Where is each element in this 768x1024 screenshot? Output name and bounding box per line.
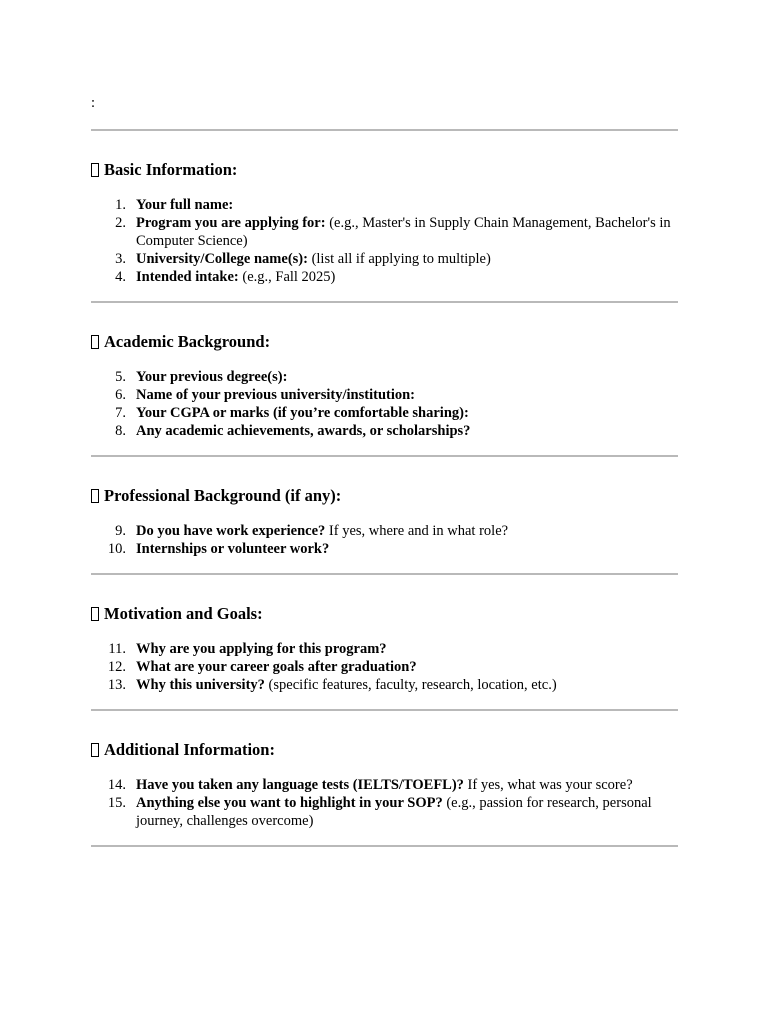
item-number: 13. bbox=[107, 677, 126, 693]
item-number: 3. bbox=[115, 251, 126, 267]
question-list bbox=[91, 368, 678, 440]
section-heading bbox=[91, 738, 678, 762]
question-list bbox=[91, 640, 678, 694]
horizontal-rule bbox=[91, 455, 678, 457]
item-label: What are your career goals after graduation? bbox=[136, 659, 417, 675]
item-number: 7. bbox=[115, 405, 126, 421]
section-professional-background bbox=[91, 484, 678, 575]
question-list bbox=[91, 196, 678, 286]
item-number: 14. bbox=[107, 777, 126, 793]
item-label: Your full name: bbox=[136, 197, 234, 213]
missing-glyph-icon bbox=[91, 335, 99, 349]
section-basic-information bbox=[91, 158, 678, 303]
item-label: Do you have work experience? bbox=[136, 523, 326, 539]
item-label: Your CGPA or marks (if you’re comfortable sharing): bbox=[136, 405, 469, 421]
item-number: 8. bbox=[115, 423, 126, 439]
section-title-text: Motivation and Goals: bbox=[104, 604, 263, 623]
item-number: 2. bbox=[115, 215, 126, 231]
item-label: Have you taken any language tests (IELTS/TOEFL)? bbox=[136, 777, 464, 793]
document-content bbox=[91, 92, 678, 847]
item-note: (e.g., Fall 2025) bbox=[238, 269, 336, 285]
item-label: Why this university? bbox=[136, 677, 265, 693]
list-item bbox=[91, 386, 678, 404]
item-number: 9. bbox=[115, 523, 126, 539]
item-note: (e.g., Master's in Supply Chain Management, Bachelor's in Computer Science) bbox=[136, 215, 671, 249]
section-title-text: Basic Information: bbox=[104, 160, 238, 179]
item-number: 15. bbox=[107, 795, 126, 811]
list-item bbox=[91, 640, 678, 658]
section-heading bbox=[91, 484, 678, 508]
section-academic-background bbox=[91, 330, 678, 457]
list-item bbox=[91, 268, 678, 286]
section-additional-information bbox=[91, 738, 678, 847]
item-label: Why are you applying for this program? bbox=[136, 641, 387, 657]
section-motivation-and-goals bbox=[91, 602, 678, 711]
horizontal-rule bbox=[91, 301, 678, 303]
list-item bbox=[91, 676, 678, 694]
item-label: Your previous degree(s): bbox=[136, 369, 288, 385]
list-item bbox=[91, 794, 678, 830]
question-list bbox=[91, 776, 678, 830]
item-label: Anything else you want to highlight in your SOP? bbox=[136, 795, 443, 811]
list-item bbox=[91, 368, 678, 386]
list-item bbox=[91, 776, 678, 794]
item-note: If yes, where and in what role? bbox=[325, 523, 509, 539]
section-title-text: Academic Background: bbox=[104, 332, 271, 351]
section-title-text: Professional Background (if any): bbox=[104, 486, 342, 505]
list-item bbox=[91, 196, 678, 214]
question-list bbox=[91, 522, 678, 558]
item-number: 6. bbox=[115, 387, 126, 403]
item-number: 12. bbox=[107, 659, 126, 675]
horizontal-rule bbox=[91, 129, 678, 131]
item-label: Internships or volunteer work? bbox=[136, 541, 330, 557]
item-note: (specific features, faculty, research, location, etc.) bbox=[264, 677, 557, 693]
item-number: 1. bbox=[115, 197, 126, 213]
item-label: Program you are applying for: bbox=[136, 215, 326, 231]
section-heading bbox=[91, 158, 678, 182]
item-number: 10. bbox=[107, 541, 126, 557]
missing-glyph-icon bbox=[91, 489, 99, 503]
list-item bbox=[91, 250, 678, 268]
horizontal-rule bbox=[91, 845, 678, 847]
item-note: If yes, what was your score? bbox=[463, 777, 633, 793]
item-number: 5. bbox=[115, 369, 126, 385]
missing-glyph-icon bbox=[91, 743, 99, 757]
lead-text: : bbox=[91, 95, 96, 111]
list-item bbox=[91, 658, 678, 676]
list-item bbox=[91, 404, 678, 422]
item-label: Intended intake: bbox=[136, 269, 239, 285]
item-note: (list all if applying to multiple) bbox=[307, 251, 491, 267]
missing-glyph-icon bbox=[91, 163, 99, 177]
list-item bbox=[91, 522, 678, 540]
list-item bbox=[91, 422, 678, 440]
horizontal-rule bbox=[91, 709, 678, 711]
item-number: 11. bbox=[108, 641, 126, 657]
section-heading bbox=[91, 330, 678, 354]
list-item bbox=[91, 214, 678, 250]
missing-glyph-icon bbox=[91, 607, 99, 621]
item-label: University/College name(s): bbox=[136, 251, 308, 267]
item-label: Any academic achievements, awards, or scholarships? bbox=[136, 423, 471, 439]
item-note: (e.g., passion for research, personal journey, challenges overcome) bbox=[136, 795, 652, 829]
list-item bbox=[91, 540, 678, 558]
section-heading bbox=[91, 602, 678, 626]
horizontal-rule bbox=[91, 573, 678, 575]
item-label: Name of your previous university/institution: bbox=[136, 387, 416, 403]
section-title-text: Additional Information: bbox=[104, 740, 275, 759]
item-number: 4. bbox=[115, 269, 126, 285]
